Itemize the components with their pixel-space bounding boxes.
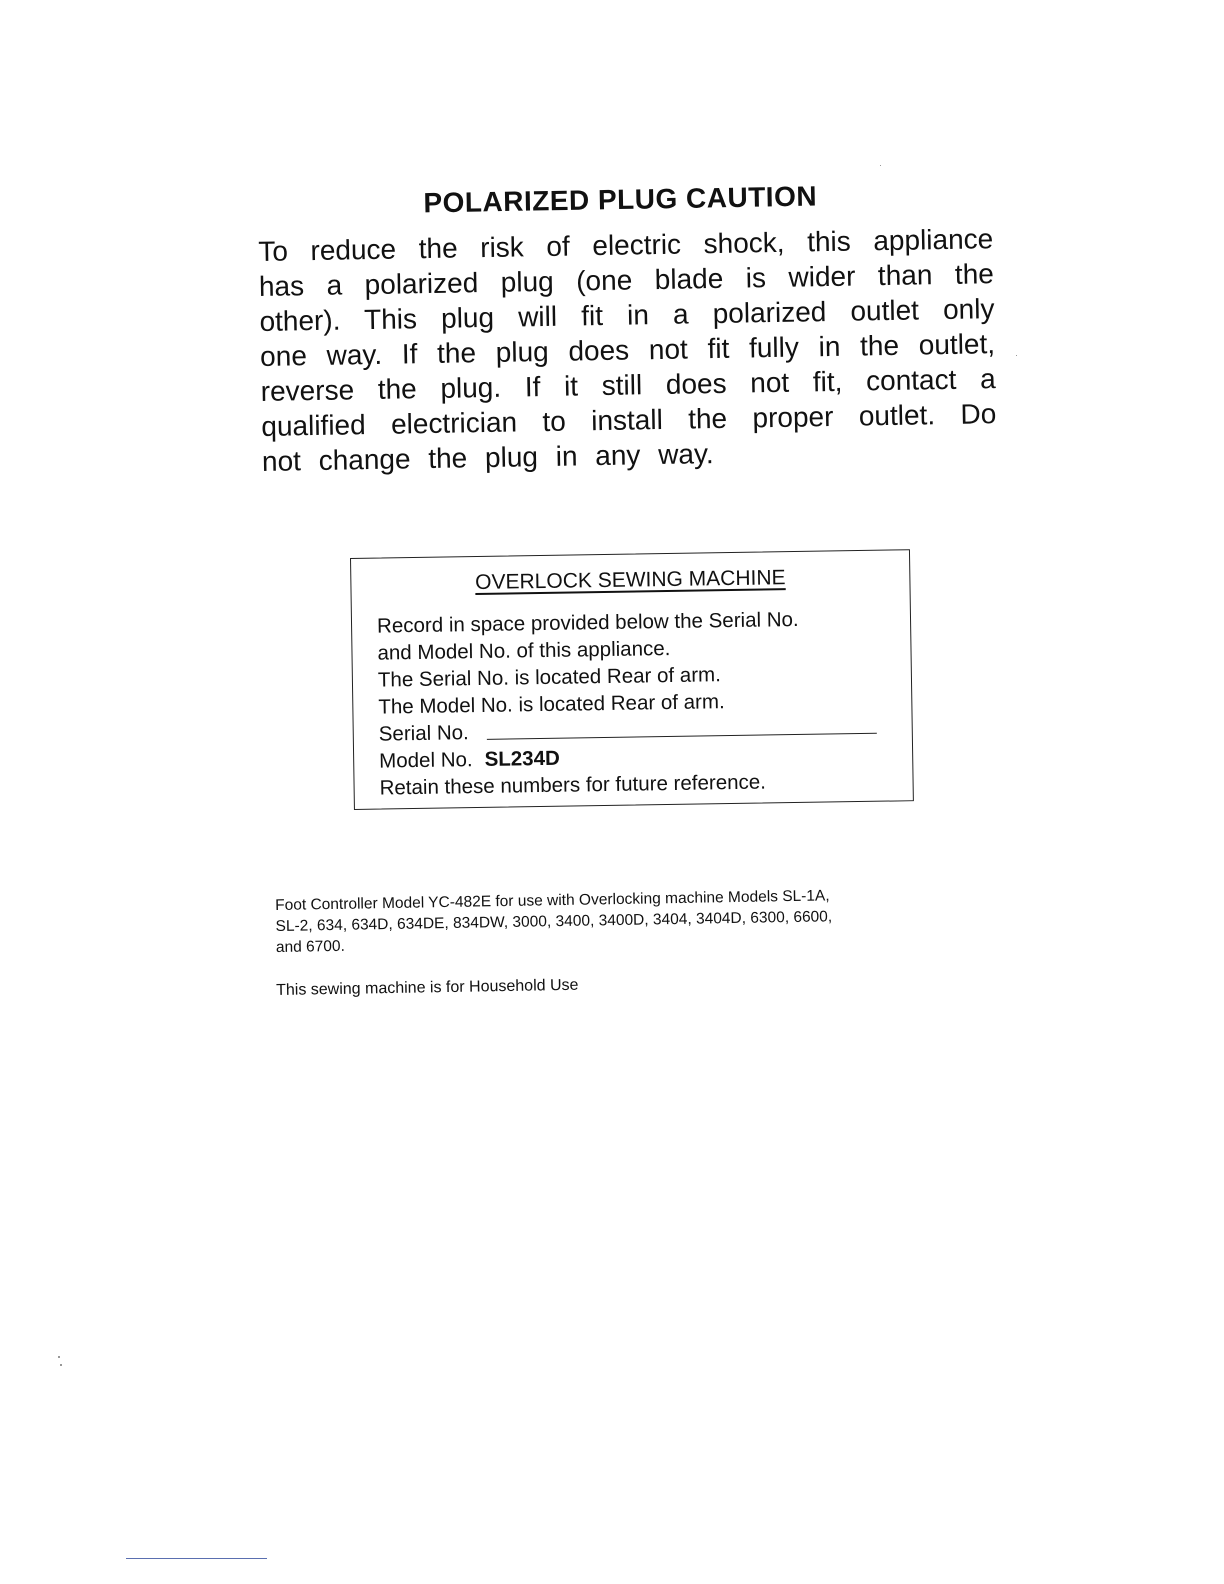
household-use-note: This sewing machine is for Household Use: [276, 976, 579, 999]
record-line: Record in space provided below the Serial No.: [376, 607, 799, 638]
scan-speck: [58, 1356, 60, 1358]
scan-speck: [60, 1364, 62, 1366]
caution-line: one way. If the plug does not fit fully in the outlet,: [259, 328, 996, 372]
retain-text: Retain these numbers for future reference.: [379, 770, 767, 800]
caution-line: reverse the plug. If it still does not fit, contact a: [260, 363, 996, 407]
record-line: The Serial No. is located Rear of arm.: [377, 663, 722, 692]
foot-controller-note: [275, 883, 966, 958]
scan-speck: [1016, 355, 1017, 356]
record-box: [350, 549, 914, 810]
record-box-title: OVERLOCK SEWING MACHINE: [475, 566, 786, 595]
caution-line: has a polarized plug (one blade is wider than the: [258, 258, 995, 302]
bottom-rule: [126, 1558, 267, 1559]
caution-line: not change the plug in any way.: [261, 438, 714, 477]
caution-paragraph: [258, 221, 997, 479]
record-line: The Model No. is located Rear of arm.: [378, 690, 725, 719]
serial-blank-line: [487, 715, 877, 740]
caution-line: qualified electrician to install the proper outlet. Do: [261, 398, 997, 442]
caution-line: other). This plug will fit in a polarized outlet only: [259, 293, 995, 337]
foot-note-line: and 6700.: [275, 937, 346, 956]
record-line: and Model No. of this appliance.: [377, 636, 671, 665]
caution-title: POLARIZED PLUG CAUTION: [423, 180, 818, 219]
model-label: Model No.: [379, 748, 473, 773]
serial-label: Serial No.: [378, 721, 469, 746]
caution-line: To reduce the risk of electric shock, this appliance: [258, 223, 994, 267]
foot-note-line: SL-2, 634, 634D, 634DE, 834DW, 3000, 3400, 3400D, 3404, 3404D, 6300, 6600,: [275, 908, 833, 935]
foot-note-line: Foot Controller Model YC-482E for use with Overlocking machine Models SL-1A,: [275, 887, 830, 914]
scan-speck: [880, 165, 881, 166]
record-box-lines: [377, 604, 900, 801]
model-value: SL234D: [484, 746, 561, 771]
